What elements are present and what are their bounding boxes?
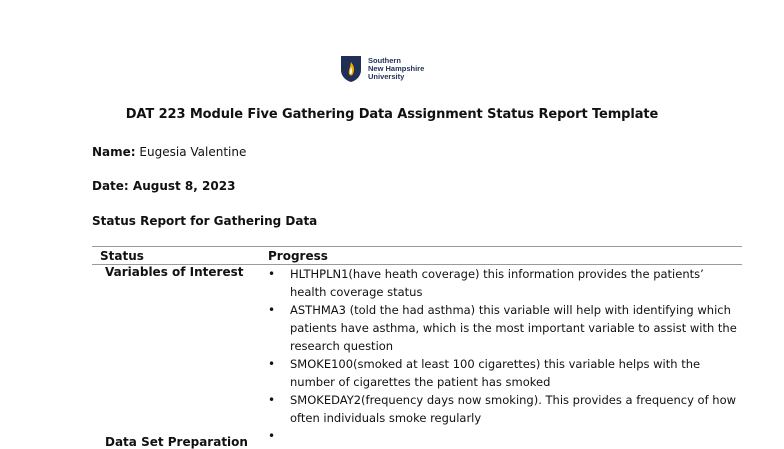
list-item-empty — [268, 427, 738, 445]
logo-line-2: New Hampshire — [368, 64, 425, 73]
name-value: Eugesia Valentine — [139, 145, 247, 159]
row-label-data-set-preparation: Data Set Preparation — [105, 435, 248, 449]
date-line: Date: August 8, 2023 — [92, 179, 236, 193]
logo-wordmark — [368, 57, 424, 81]
column-header-status: Status — [100, 249, 144, 263]
name-line — [92, 145, 246, 159]
list-item: • ASTHMA3 (told the had asthma) this variable will help with identifying which patients have asthma, which is the most important variable to assist with the research question — [268, 301, 738, 355]
progress-bullet-list — [268, 265, 738, 445]
logo-line-1: Southern — [368, 56, 401, 65]
document-title: DAT 223 Module Five Gathering Data Assignment Status Report Template — [125, 107, 659, 122]
column-header-progress: Progress — [268, 249, 328, 263]
name-label: Name: — [92, 145, 136, 159]
table-top-border — [92, 246, 742, 247]
list-item: • SMOKE100(smoked at least 100 cigarettes) this variable helps with the number of cigarettes the patient has smoked — [268, 355, 738, 391]
section-heading: Status Report for Gathering Data — [92, 214, 318, 228]
shield-flame-icon — [340, 55, 362, 83]
list-item: • SMOKEDAY2(frequency days now smoking). This provides a frequency of how often individuals smoke regularly — [268, 391, 738, 427]
snhu-logo — [340, 55, 424, 83]
list-item: • HLTHPLN1(have heath coverage) this information provides the patients’ health coverage status — [268, 265, 738, 301]
row-label-variables-of-interest: Variables of Interest — [105, 265, 244, 279]
logo-line-3: University — [368, 72, 405, 81]
